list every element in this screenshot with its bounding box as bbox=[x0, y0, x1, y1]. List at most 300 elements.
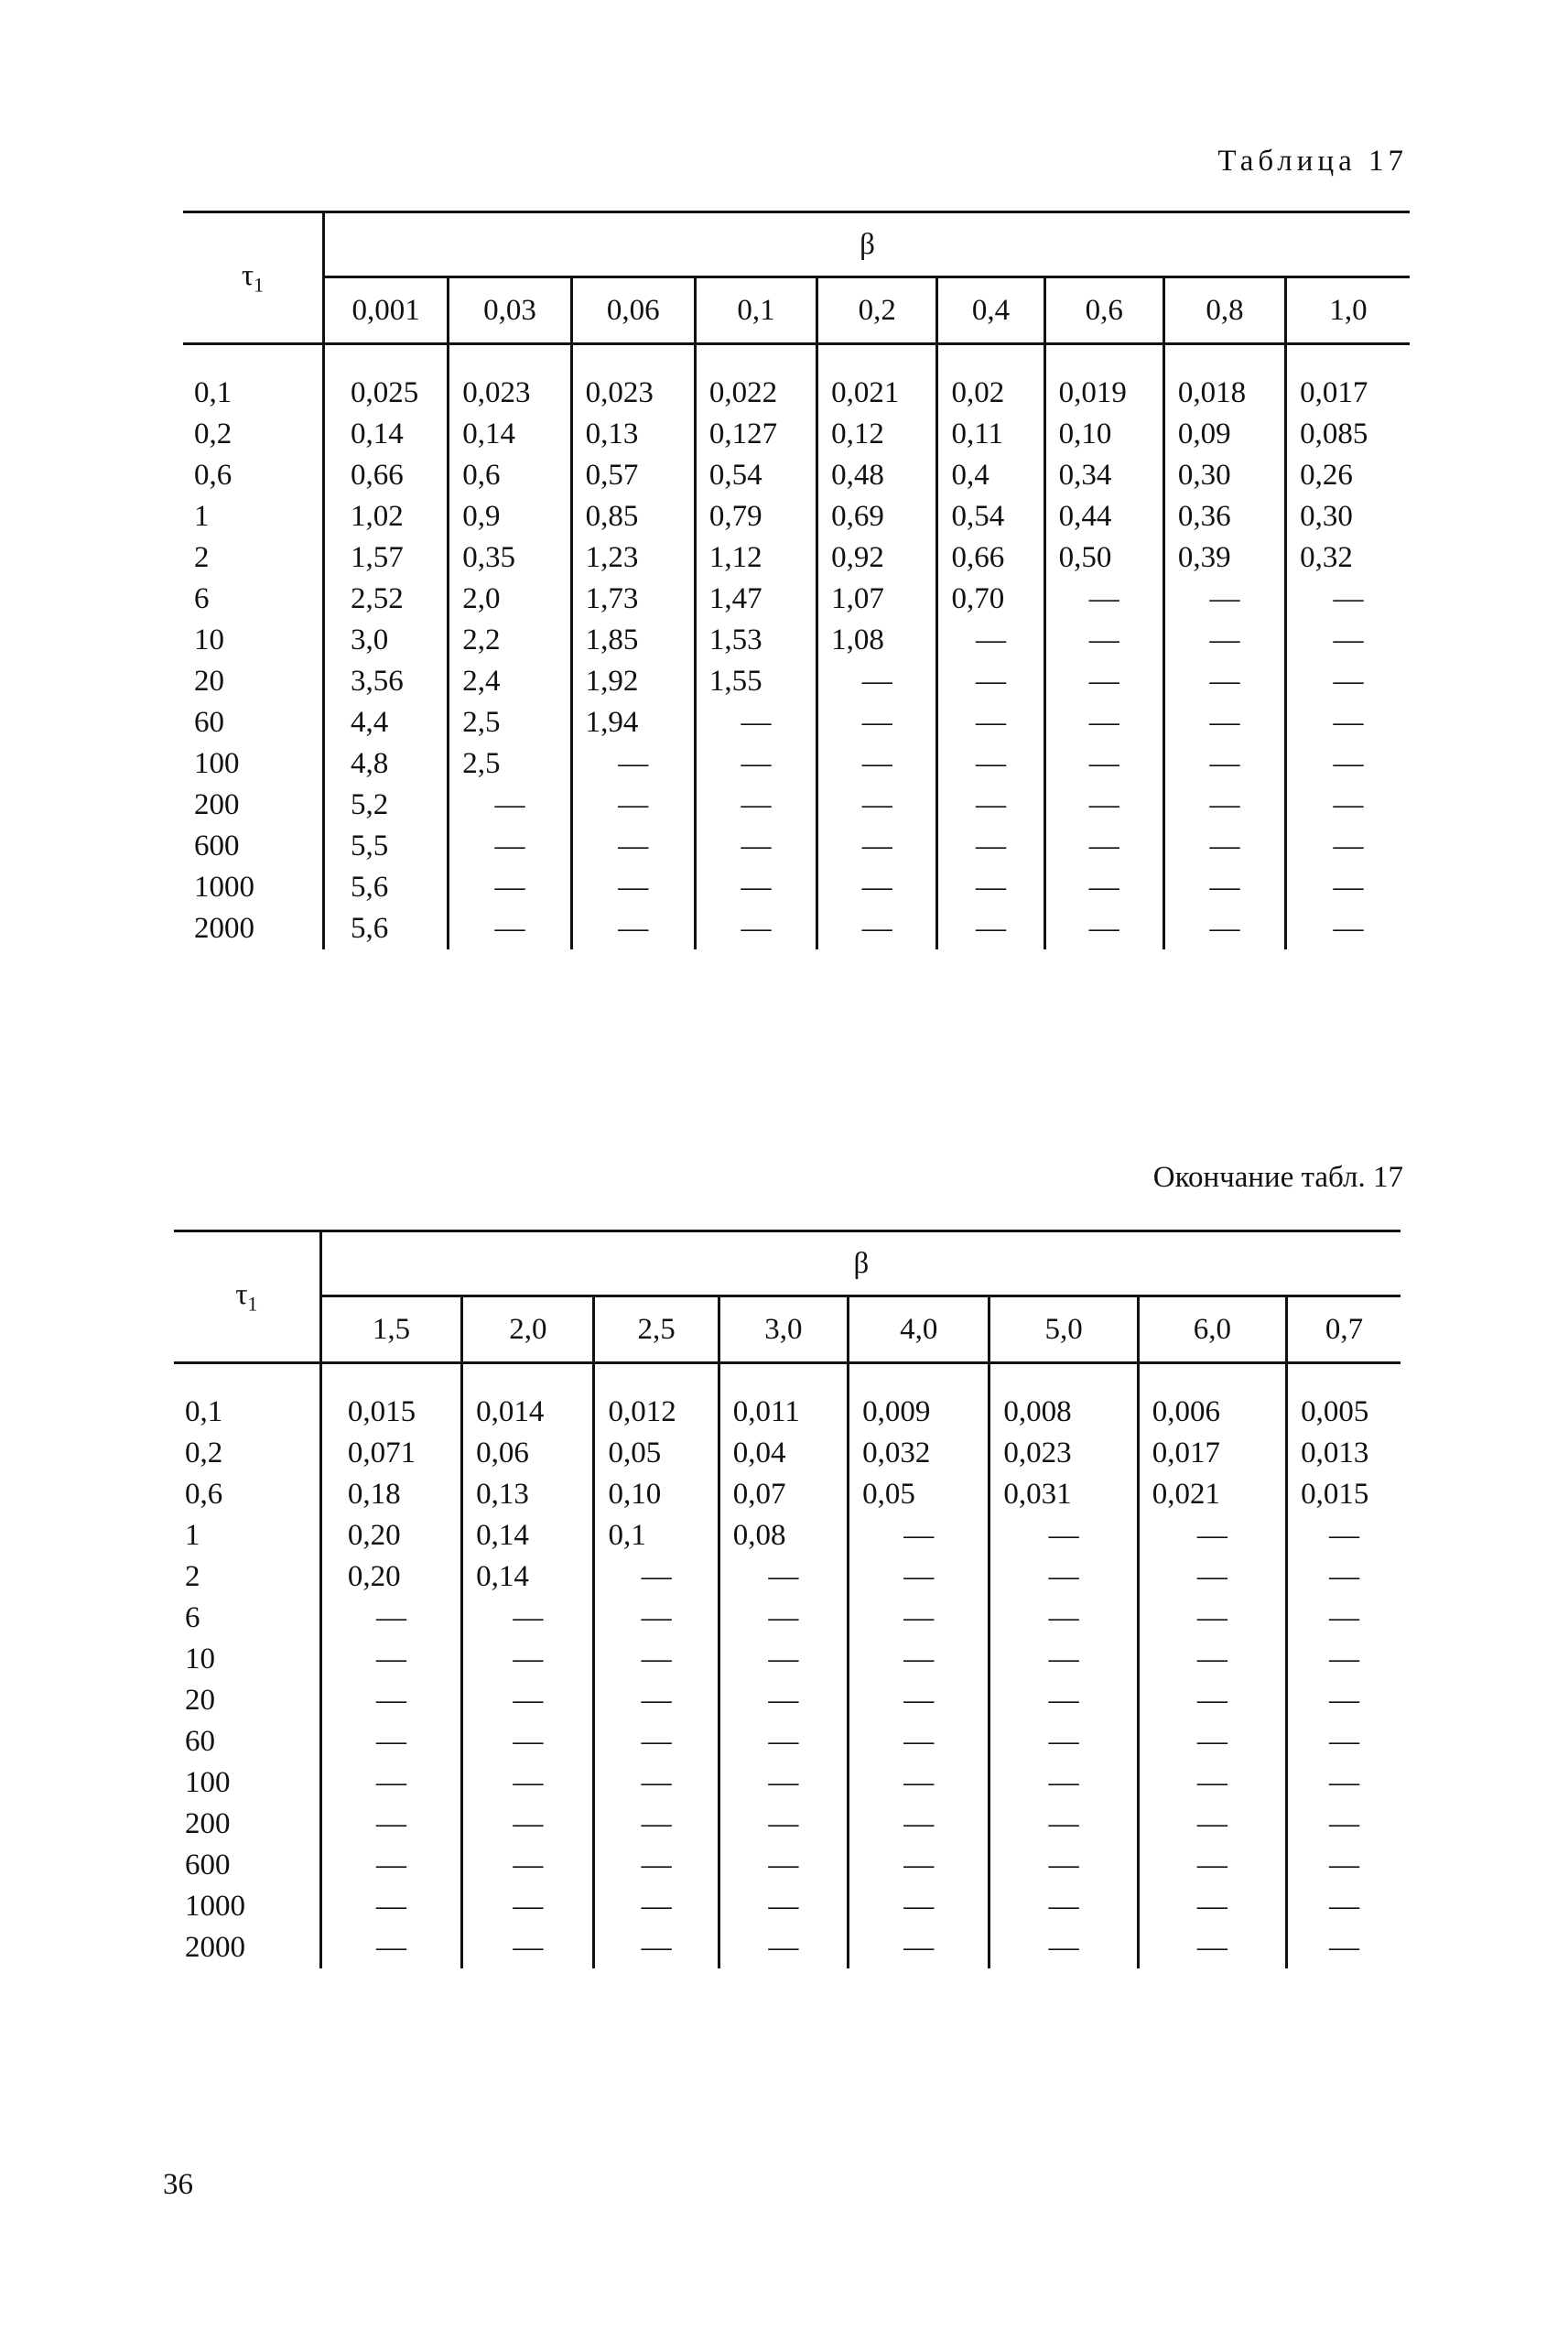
table-cell: 1,02 bbox=[350, 500, 404, 533]
table-cell: — bbox=[1287, 1680, 1400, 1721]
table-cell: 2,52 bbox=[350, 582, 404, 615]
table-cell: — bbox=[719, 1762, 848, 1804]
page-number: 36 bbox=[163, 2168, 193, 2201]
table-cell: — bbox=[1138, 1845, 1286, 1886]
group-header-beta: β bbox=[323, 212, 1410, 277]
table-row bbox=[183, 579, 1410, 620]
table-cell: 0,017 bbox=[1138, 1433, 1286, 1474]
table-cell: 1,94 bbox=[571, 702, 695, 743]
table-cell: — bbox=[376, 1849, 406, 1881]
table-cell: 5,6 bbox=[350, 871, 389, 904]
table-cell: — bbox=[376, 1807, 406, 1840]
table-cell: — bbox=[719, 1598, 848, 1639]
table-cell: — bbox=[719, 1845, 848, 1886]
table-cell: — bbox=[376, 1890, 406, 1923]
table-cell: — bbox=[571, 867, 695, 908]
table-cell: 0,30 bbox=[1163, 455, 1285, 496]
table-cell: — bbox=[1163, 785, 1285, 826]
table-cell: 0,14 bbox=[462, 1515, 594, 1556]
table-cell: 0,39 bbox=[1163, 537, 1285, 579]
table-cell: — bbox=[462, 1845, 594, 1886]
table-cell: 1,23 bbox=[571, 537, 695, 579]
table-cell: — bbox=[376, 1931, 406, 1964]
table-row bbox=[183, 414, 1410, 455]
table-cell: — bbox=[719, 1680, 848, 1721]
row-label-tau: 6 bbox=[174, 1598, 320, 1639]
table-cell: — bbox=[1044, 579, 1163, 620]
row-header-subscript: 1 bbox=[254, 273, 265, 297]
row-label-tau: 1 bbox=[183, 496, 323, 537]
table-row bbox=[174, 1845, 1400, 1886]
table-cell: — bbox=[937, 743, 1044, 785]
table-cell: 5,2 bbox=[350, 788, 389, 821]
row-label-tau: 600 bbox=[174, 1845, 320, 1886]
table-cell: 0,30 bbox=[1286, 496, 1410, 537]
table-cell: 0,015 bbox=[1287, 1474, 1400, 1515]
table-cell: — bbox=[817, 826, 937, 867]
table-cell: 0,06 bbox=[462, 1433, 594, 1474]
table-cell: — bbox=[989, 1680, 1138, 1721]
table-cell: 0,085 bbox=[1286, 414, 1410, 455]
table-cell: — bbox=[817, 908, 937, 949]
table-row bbox=[183, 908, 1410, 949]
table-cell: — bbox=[989, 1886, 1138, 1927]
table-cell: 0,13 bbox=[571, 414, 695, 455]
row-label-tau: 2000 bbox=[174, 1927, 320, 1968]
table-cell: — bbox=[719, 1721, 848, 1762]
table-cell: — bbox=[376, 1643, 406, 1675]
row-label-tau: 2 bbox=[174, 1556, 320, 1598]
table-cell: — bbox=[1287, 1721, 1400, 1762]
row-label-tau: 200 bbox=[174, 1804, 320, 1845]
table-cell: 1,92 bbox=[571, 661, 695, 702]
table-cell: 0,6 bbox=[449, 455, 571, 496]
table-cell: 0,009 bbox=[849, 1363, 989, 1434]
table-cell: 4,4 bbox=[350, 706, 389, 739]
table-cell: — bbox=[594, 1598, 719, 1639]
table-cell: — bbox=[989, 1721, 1138, 1762]
table-cell: — bbox=[1138, 1639, 1286, 1680]
table-cell: — bbox=[462, 1598, 594, 1639]
table-cell: 0,54 bbox=[937, 496, 1044, 537]
table-cell: — bbox=[1138, 1680, 1286, 1721]
table-row bbox=[174, 1804, 1400, 1845]
table-cell: 0,07 bbox=[719, 1474, 848, 1515]
table-cell: — bbox=[594, 1721, 719, 1762]
table-cell: 0,20 bbox=[347, 1519, 401, 1552]
table-row bbox=[183, 867, 1410, 908]
table-cell: — bbox=[989, 1598, 1138, 1639]
table-cell: 0,023 bbox=[571, 344, 695, 415]
table-row bbox=[183, 496, 1410, 537]
table-cell: — bbox=[1287, 1927, 1400, 1968]
table-cell: 0,011 bbox=[719, 1363, 848, 1434]
row-label-tau: 2 bbox=[183, 537, 323, 579]
table-cell: — bbox=[1287, 1639, 1400, 1680]
table-cell: — bbox=[571, 743, 695, 785]
table-cell: — bbox=[817, 743, 937, 785]
table-cell: — bbox=[937, 826, 1044, 867]
table-cell: 1,73 bbox=[571, 579, 695, 620]
table-cell: — bbox=[1163, 743, 1285, 785]
table-cell: — bbox=[1138, 1515, 1286, 1556]
table-cell: — bbox=[1163, 620, 1285, 661]
table-row bbox=[183, 785, 1410, 826]
column-header: 0,1 bbox=[695, 277, 816, 344]
table-cell: 0,013 bbox=[1287, 1433, 1400, 1474]
table-cell: 0,015 bbox=[347, 1395, 416, 1428]
table-cell: 0,025 bbox=[350, 376, 419, 409]
table-cell: 0,071 bbox=[347, 1437, 416, 1469]
table-cell: 0,021 bbox=[817, 344, 937, 415]
table-cell: 0,44 bbox=[1044, 496, 1163, 537]
row-header-symbol: τ bbox=[235, 1277, 248, 1311]
table-cell: 0,32 bbox=[1286, 537, 1410, 579]
table-cell: — bbox=[376, 1601, 406, 1634]
row-label-tau: 0,6 bbox=[174, 1474, 320, 1515]
table-cell: — bbox=[937, 620, 1044, 661]
table-cell: 1,08 bbox=[817, 620, 937, 661]
table-cell: 0,10 bbox=[594, 1474, 719, 1515]
row-label-tau: 1000 bbox=[183, 867, 323, 908]
table-cell: — bbox=[1044, 620, 1163, 661]
table-cell: — bbox=[594, 1886, 719, 1927]
row-label-tau: 6 bbox=[183, 579, 323, 620]
table-cell: — bbox=[1044, 661, 1163, 702]
column-header: 3,0 bbox=[719, 1296, 848, 1363]
row-label-tau: 100 bbox=[174, 1762, 320, 1804]
row-label-tau: 20 bbox=[183, 661, 323, 702]
table-cell: 0,02 bbox=[937, 344, 1044, 415]
table-cell: 0,019 bbox=[1044, 344, 1163, 415]
table-cell: — bbox=[462, 1762, 594, 1804]
row-label-tau: 0,1 bbox=[183, 344, 323, 415]
table-cell: 3,0 bbox=[350, 623, 389, 656]
table-row bbox=[183, 455, 1410, 496]
table-cell: — bbox=[849, 1680, 989, 1721]
table-cell: 0,92 bbox=[817, 537, 937, 579]
table-cell: — bbox=[1138, 1762, 1286, 1804]
table-cell: — bbox=[695, 702, 816, 743]
table-cell: — bbox=[1287, 1845, 1400, 1886]
column-header: 1,5 bbox=[320, 1296, 461, 1363]
table-cell: 0,14 bbox=[462, 1556, 594, 1598]
table-cell: 2,5 bbox=[449, 743, 571, 785]
table-cell: — bbox=[719, 1556, 848, 1598]
table-cell: — bbox=[695, 908, 816, 949]
table-cell: 2,0 bbox=[449, 579, 571, 620]
table-cell: — bbox=[1163, 579, 1285, 620]
table-cell: 1,53 bbox=[695, 620, 816, 661]
table-cell: — bbox=[719, 1886, 848, 1927]
table-cell: — bbox=[1286, 661, 1410, 702]
table-cell: — bbox=[449, 908, 571, 949]
table-cell: — bbox=[849, 1845, 989, 1886]
column-header: 1,0 bbox=[1286, 277, 1410, 344]
table-cell: — bbox=[1287, 1886, 1400, 1927]
table-cell: — bbox=[1138, 1556, 1286, 1598]
table-cell: — bbox=[989, 1762, 1138, 1804]
table-cell: 0,11 bbox=[937, 414, 1044, 455]
table-cell: — bbox=[695, 743, 816, 785]
table-cell: 0,031 bbox=[989, 1474, 1138, 1515]
column-header: 4,0 bbox=[849, 1296, 989, 1363]
table-cell: 0,4 bbox=[937, 455, 1044, 496]
table-cell: 0,014 bbox=[462, 1363, 594, 1434]
table-cell: — bbox=[817, 867, 937, 908]
table-17 bbox=[183, 211, 1410, 949]
table-cell: 0,69 bbox=[817, 496, 937, 537]
table-cell: — bbox=[594, 1762, 719, 1804]
table-cell: 0,05 bbox=[594, 1433, 719, 1474]
table-row bbox=[174, 1927, 1400, 1968]
row-label-tau: 0,6 bbox=[183, 455, 323, 496]
table-cell: — bbox=[462, 1804, 594, 1845]
column-header: 0,2 bbox=[817, 277, 937, 344]
table-cell: 0,79 bbox=[695, 496, 816, 537]
table-cell: 0,09 bbox=[1163, 414, 1285, 455]
row-header-tau bbox=[183, 212, 323, 344]
table-cell: 1,12 bbox=[695, 537, 816, 579]
table-row bbox=[183, 702, 1410, 743]
table-cell: — bbox=[1286, 620, 1410, 661]
table-cell: — bbox=[1044, 867, 1163, 908]
table-row bbox=[183, 620, 1410, 661]
table-cell: 0,127 bbox=[695, 414, 816, 455]
table-cell: — bbox=[571, 785, 695, 826]
table-row bbox=[174, 1433, 1400, 1474]
table-cell: 0,023 bbox=[989, 1433, 1138, 1474]
table-cell: — bbox=[1163, 702, 1285, 743]
table-cell: — bbox=[937, 908, 1044, 949]
table-cell: 0,018 bbox=[1163, 344, 1285, 415]
table-cell: — bbox=[849, 1804, 989, 1845]
table-cell: — bbox=[849, 1721, 989, 1762]
row-label-tau: 10 bbox=[174, 1639, 320, 1680]
table-cell: — bbox=[1287, 1598, 1400, 1639]
table-cell: 2,5 bbox=[449, 702, 571, 743]
table-cell: — bbox=[989, 1639, 1138, 1680]
table-row bbox=[174, 1886, 1400, 1927]
table-cell: 0,13 bbox=[462, 1474, 594, 1515]
table-cell: 5,5 bbox=[350, 829, 389, 862]
table-cell: — bbox=[1287, 1556, 1400, 1598]
table-cell: — bbox=[849, 1556, 989, 1598]
table-cell: 0,017 bbox=[1286, 344, 1410, 415]
table-cell: — bbox=[462, 1680, 594, 1721]
column-header: 0,7 bbox=[1287, 1296, 1400, 1363]
table-cell: — bbox=[594, 1804, 719, 1845]
row-label-tau: 200 bbox=[183, 785, 323, 826]
table-cell: 0,1 bbox=[594, 1515, 719, 1556]
row-header-tau bbox=[174, 1231, 320, 1363]
table-cell: 0,9 bbox=[449, 496, 571, 537]
table-cell: — bbox=[1286, 826, 1410, 867]
table-cell: 0,35 bbox=[449, 537, 571, 579]
table-cell: — bbox=[571, 826, 695, 867]
table-cell: — bbox=[817, 661, 937, 702]
table-cell: 0,005 bbox=[1287, 1363, 1400, 1434]
table-cell: — bbox=[1286, 785, 1410, 826]
row-label-tau: 2000 bbox=[183, 908, 323, 949]
column-header: 2,5 bbox=[594, 1296, 719, 1363]
row-label-tau: 600 bbox=[183, 826, 323, 867]
table-cell: — bbox=[1138, 1804, 1286, 1845]
table-cell: — bbox=[449, 785, 571, 826]
table-row bbox=[183, 537, 1410, 579]
table-cell: — bbox=[1044, 908, 1163, 949]
table-cell: — bbox=[571, 908, 695, 949]
table-cell: 0,022 bbox=[695, 344, 816, 415]
column-header: 0,001 bbox=[323, 277, 448, 344]
row-label-tau: 20 bbox=[174, 1680, 320, 1721]
table-cell: 0,008 bbox=[989, 1363, 1138, 1434]
table-cell: 3,56 bbox=[350, 665, 404, 698]
table-cell: 0,10 bbox=[1044, 414, 1163, 455]
table-cell: 2,2 bbox=[449, 620, 571, 661]
column-header: 5,0 bbox=[989, 1296, 1138, 1363]
table-cell: — bbox=[989, 1515, 1138, 1556]
table-cell: — bbox=[594, 1639, 719, 1680]
table-17-continuation-caption: Окончание табл. 17 bbox=[1152, 1161, 1403, 1194]
column-header: 0,06 bbox=[571, 277, 695, 344]
table-cell: — bbox=[1044, 743, 1163, 785]
table-cell: — bbox=[937, 785, 1044, 826]
table-cell: — bbox=[1287, 1762, 1400, 1804]
table-cell: 0,032 bbox=[849, 1433, 989, 1474]
table-cell: — bbox=[1286, 908, 1410, 949]
table-cell: — bbox=[462, 1639, 594, 1680]
table-row bbox=[174, 1680, 1400, 1721]
table-row bbox=[174, 1363, 1400, 1434]
table-cell: 5,6 bbox=[350, 912, 389, 945]
table-row bbox=[174, 1474, 1400, 1515]
table-cell: 0,66 bbox=[350, 459, 404, 492]
table-cell: — bbox=[937, 867, 1044, 908]
table-cell: — bbox=[376, 1766, 406, 1799]
table-cell: — bbox=[1044, 702, 1163, 743]
table-row bbox=[174, 1598, 1400, 1639]
row-label-tau: 1000 bbox=[174, 1886, 320, 1927]
column-header: 0,8 bbox=[1163, 277, 1285, 344]
table-cell: 0,66 bbox=[937, 537, 1044, 579]
table-row bbox=[174, 1721, 1400, 1762]
column-header: 0,6 bbox=[1044, 277, 1163, 344]
table-cell: — bbox=[1044, 826, 1163, 867]
table-cell: — bbox=[1138, 1927, 1286, 1968]
table-row bbox=[174, 1762, 1400, 1804]
table-cell: — bbox=[849, 1639, 989, 1680]
table-row bbox=[174, 1639, 1400, 1680]
table-cell: — bbox=[695, 785, 816, 826]
table-cell: — bbox=[989, 1804, 1138, 1845]
table-cell: — bbox=[1287, 1804, 1400, 1845]
table-cell: — bbox=[1287, 1515, 1400, 1556]
table-cell: — bbox=[1163, 908, 1285, 949]
table-cell: — bbox=[376, 1725, 406, 1758]
table-cell: 0,006 bbox=[1138, 1363, 1286, 1434]
table-cell: — bbox=[719, 1804, 848, 1845]
table-cell: 0,20 bbox=[347, 1560, 401, 1593]
table-cell: 0,04 bbox=[719, 1433, 848, 1474]
table-cell: — bbox=[1163, 826, 1285, 867]
table-row bbox=[174, 1556, 1400, 1598]
table-cell: — bbox=[989, 1556, 1138, 1598]
row-header-subscript: 1 bbox=[247, 1292, 258, 1316]
table-cell: 1,57 bbox=[350, 541, 404, 574]
table-cell: — bbox=[1286, 867, 1410, 908]
table-cell: — bbox=[849, 1886, 989, 1927]
table-row bbox=[183, 661, 1410, 702]
table-cell: — bbox=[719, 1639, 848, 1680]
table-cell: 0,012 bbox=[594, 1363, 719, 1434]
row-header-symbol: τ bbox=[241, 258, 254, 292]
row-label-tau: 0,2 bbox=[183, 414, 323, 455]
table-cell: — bbox=[989, 1927, 1138, 1968]
table-cell: 0,48 bbox=[817, 455, 937, 496]
table-cell: — bbox=[937, 661, 1044, 702]
table-cell: — bbox=[695, 826, 816, 867]
table-cell: — bbox=[1138, 1598, 1286, 1639]
table-cell: 4,8 bbox=[350, 747, 389, 780]
column-header: 6,0 bbox=[1138, 1296, 1286, 1363]
table-cell: 0,50 bbox=[1044, 537, 1163, 579]
table-cell: — bbox=[462, 1927, 594, 1968]
table-cell: 0,34 bbox=[1044, 455, 1163, 496]
table-cell: — bbox=[1044, 785, 1163, 826]
table-17-continuation bbox=[174, 1230, 1400, 1968]
table-cell: 0,85 bbox=[571, 496, 695, 537]
table-cell: — bbox=[594, 1556, 719, 1598]
table-cell: 1,47 bbox=[695, 579, 816, 620]
column-header: 0,4 bbox=[937, 277, 1044, 344]
table-cell: — bbox=[849, 1927, 989, 1968]
table-cell: — bbox=[449, 826, 571, 867]
table-cell: — bbox=[462, 1886, 594, 1927]
table-cell: — bbox=[376, 1684, 406, 1717]
table-cell: — bbox=[849, 1598, 989, 1639]
table-cell: — bbox=[1286, 743, 1410, 785]
table-cell: — bbox=[719, 1927, 848, 1968]
table-cell: 0,18 bbox=[347, 1478, 401, 1511]
table-cell: 1,85 bbox=[571, 620, 695, 661]
row-label-tau: 0,2 bbox=[174, 1433, 320, 1474]
table-cell: — bbox=[817, 702, 937, 743]
table-row bbox=[174, 1515, 1400, 1556]
table-cell: — bbox=[462, 1721, 594, 1762]
table-row bbox=[183, 344, 1410, 415]
row-label-tau: 1 bbox=[174, 1515, 320, 1556]
table-cell: 0,70 bbox=[937, 579, 1044, 620]
table-cell: 0,14 bbox=[350, 417, 404, 450]
table-cell: — bbox=[989, 1845, 1138, 1886]
table-cell: — bbox=[1138, 1721, 1286, 1762]
table-cell: 0,08 bbox=[719, 1515, 848, 1556]
table-cell: 1,07 bbox=[817, 579, 937, 620]
column-header: 0,03 bbox=[449, 277, 571, 344]
table-cell: — bbox=[449, 867, 571, 908]
row-label-tau: 60 bbox=[174, 1721, 320, 1762]
row-label-tau: 60 bbox=[183, 702, 323, 743]
row-label-tau: 10 bbox=[183, 620, 323, 661]
row-label-tau: 100 bbox=[183, 743, 323, 785]
row-label-tau: 0,1 bbox=[174, 1363, 320, 1434]
table-cell: 0,36 bbox=[1163, 496, 1285, 537]
table-cell: — bbox=[594, 1927, 719, 1968]
table-cell: — bbox=[594, 1845, 719, 1886]
table-cell: — bbox=[695, 867, 816, 908]
table-cell: 0,57 bbox=[571, 455, 695, 496]
